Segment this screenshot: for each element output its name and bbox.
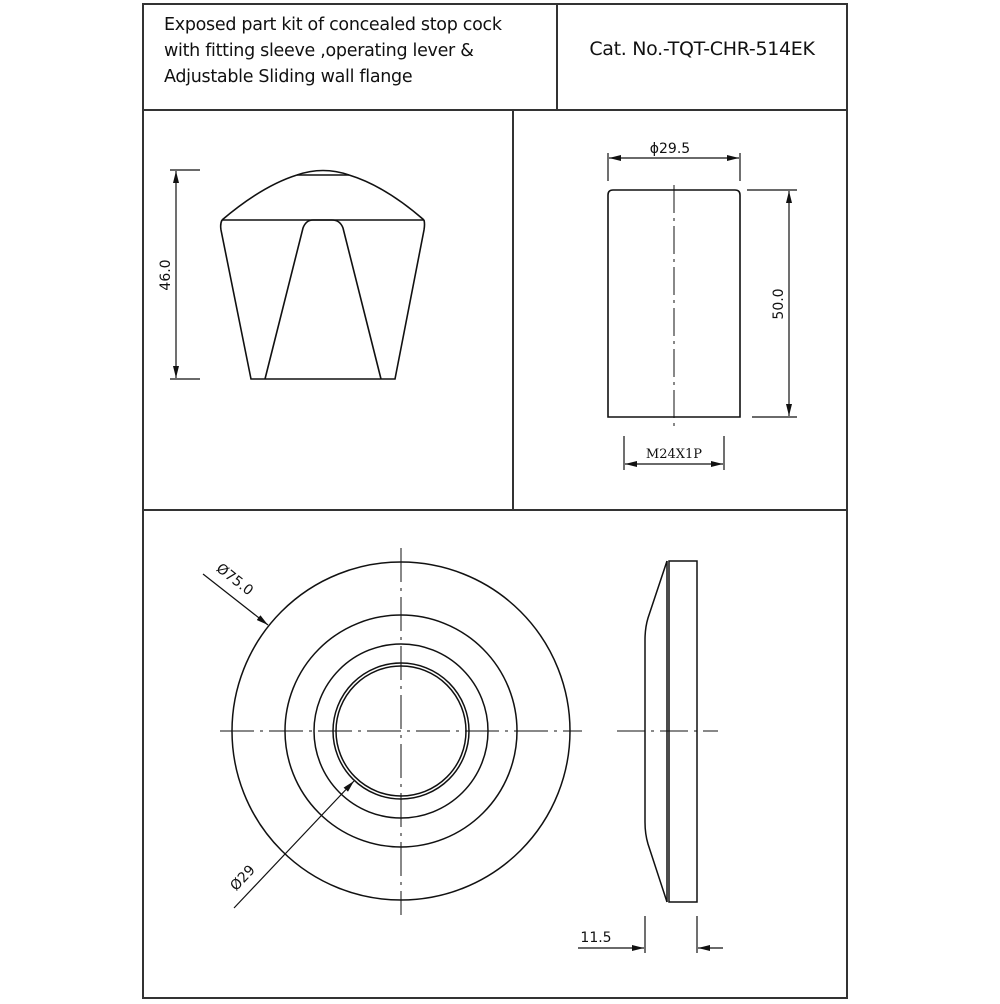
title-line-2: with fitting sleeve ,operating lever &	[164, 41, 474, 61]
lever-top-arc	[222, 171, 424, 221]
title-line-3: Adjustable Sliding wall flange	[164, 67, 413, 87]
lever-body-outline	[221, 220, 425, 379]
flange-centerlines	[220, 548, 582, 915]
lever-height-label: 46.0	[158, 259, 174, 291]
sleeve-diameter-dimension	[608, 153, 740, 181]
lever-view	[221, 171, 425, 380]
frame	[143, 4, 847, 998]
title-description	[164, 12, 549, 90]
catalog-number: Cat. No.-TQT-CHR-514EK	[589, 38, 815, 60]
sleeve-length-label: 50.0	[771, 288, 787, 320]
sleeve-thread-label: M24X1P	[645, 447, 703, 462]
lever-inner-groove	[265, 220, 381, 379]
outer-border	[143, 4, 847, 998]
flange-outer-diameter-label: Ø75.0	[212, 560, 257, 600]
flange-inner-diameter-dimension	[234, 781, 354, 908]
title-line-1: Exposed part kit of concealed stop cock	[164, 15, 502, 35]
lever-height-dimension	[170, 170, 200, 379]
flange-depth-label: 11.5	[580, 930, 612, 946]
sleeve-diameter-label: ϕ29.5	[649, 141, 691, 157]
flange-inner-diameter-label: Ø29	[227, 862, 259, 895]
